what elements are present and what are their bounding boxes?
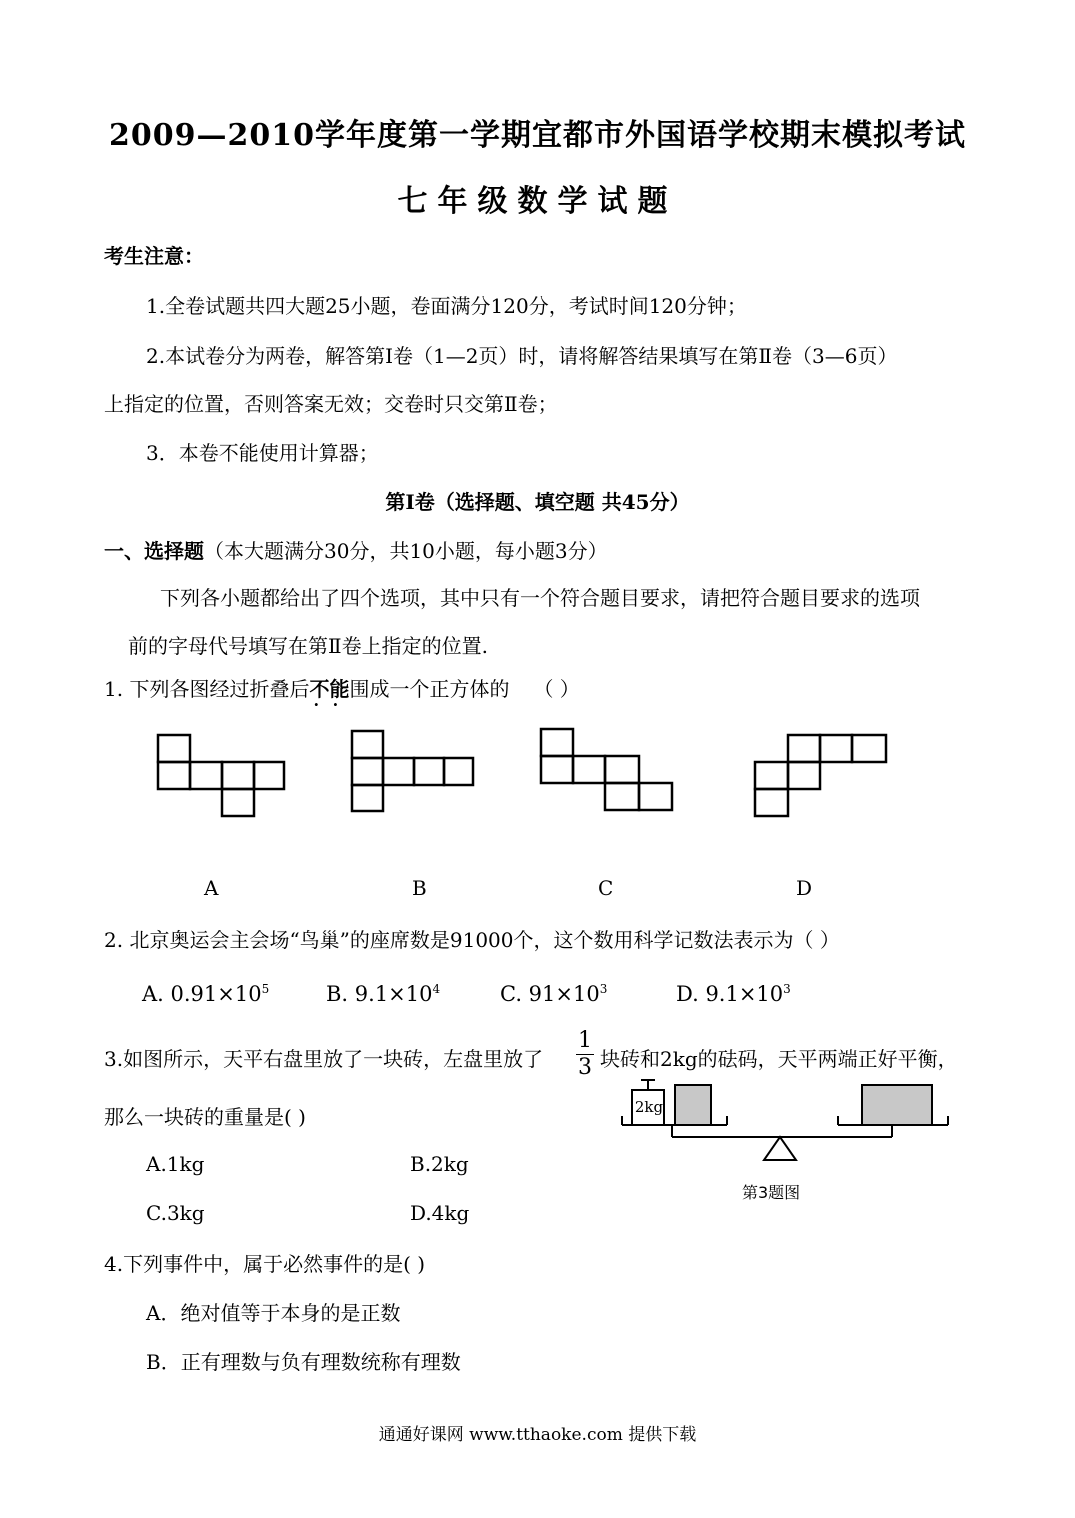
section1-intro-1: 下列各小题都给出了四个选项，其中只有一个符合题目要求，请把符合题目要求的选项 bbox=[160, 586, 920, 610]
volume-title: 第Ⅰ卷（选择题、填空题 共45分） bbox=[385, 490, 690, 514]
section1-intro-2: 前的字母代号填写在第Ⅱ卷上指定的位置. bbox=[128, 634, 488, 658]
cube-net-d bbox=[755, 735, 886, 816]
notice-item-2-cont: 上指定的位置，否则答案无效；交卷时只交第Ⅱ卷； bbox=[104, 392, 558, 416]
q2-option-a: A. $0.91\times 10^5$ bbox=[142, 982, 270, 1006]
notice-item-3: 3．本卷不能使用计算器； bbox=[146, 441, 379, 465]
q1-prefix: 1. 下列各图经过折叠后 bbox=[104, 677, 310, 701]
q1-stem bbox=[104, 673, 580, 702]
q3-option-b: B.2kg bbox=[410, 1152, 469, 1176]
q3-option-d: D.4kg bbox=[410, 1201, 470, 1225]
q3-stem-part2: 块砖和2kg的砝码，天平两端正好平衡， bbox=[600, 1047, 958, 1071]
section1-heading-note: （本大题满分30分，共10小题，每小题3分） bbox=[204, 539, 608, 563]
q2-stem: 2. 北京奥运会主会场“鸟巢”的座席数是91000个，这个数用科学记数法表示为（ ） bbox=[104, 928, 840, 952]
notice-label: 考生注意： bbox=[104, 244, 204, 268]
cube-net-b bbox=[352, 731, 473, 811]
page-title: 2009—2010学年度第一学期宜都市外国语学校期末模拟考试 bbox=[109, 118, 966, 153]
notice-item-2: 2.本试卷分为两卷，解答第Ⅰ卷（1—2页）时，请将解答结果填写在第Ⅱ卷（3—6页） bbox=[146, 344, 898, 368]
q3-stem-line2: 那么一块砖的重量是( ) bbox=[104, 1105, 306, 1129]
section1-heading: 一、选择题 bbox=[104, 539, 204, 563]
q3-fraction bbox=[574, 1028, 596, 1081]
balance-scale-figure bbox=[620, 1072, 960, 1162]
q4-option-b: B．正有理数与负有理数统称有理数 bbox=[146, 1350, 461, 1374]
q3-option-a: A.1kg bbox=[146, 1152, 205, 1176]
page-footer: 通通好课网 www.tthaoke.com 提供下载 bbox=[378, 1425, 697, 1445]
q3-stem-part1: 3.如图所示，天平右盘里放了一块砖，左盘里放了 bbox=[104, 1047, 544, 1071]
q3-figure-caption: 第3题图 bbox=[742, 1183, 801, 1202]
q2-option-d: D. $9.1\times 10^3$ bbox=[676, 982, 791, 1006]
q3-frac-num: 1 bbox=[578, 1028, 592, 1053]
q1-label-c: C bbox=[598, 876, 614, 900]
q1-figures bbox=[0, 720, 1075, 840]
section1-heading-line bbox=[104, 535, 608, 564]
q2-option-c: C. $91\times 10^3$ bbox=[500, 982, 608, 1006]
q3-frac-den: 3 bbox=[578, 1055, 592, 1080]
notice-item-1: 1.全卷试题共四大题25小题，卷面满分120分，考试时间120分钟； bbox=[146, 294, 747, 318]
page-subtitle: 七年级数学试题 bbox=[397, 184, 678, 219]
q1-label-a: A bbox=[204, 876, 219, 900]
q4-option-a: A．绝对值等于本身的是正数 bbox=[146, 1301, 401, 1325]
q3-weight-label: 2kg bbox=[634, 1098, 664, 1116]
cube-net-a bbox=[158, 735, 284, 816]
q1-emphasis: 不能 · · bbox=[309, 677, 349, 701]
q3-option-c: C.3kg bbox=[146, 1201, 205, 1225]
q1-answer-blank: （ ） bbox=[533, 677, 580, 701]
q1-suffix: 围成一个正方体的 bbox=[349, 677, 510, 701]
q4-stem: 4.下列事件中，属于必然事件的是( ) bbox=[104, 1252, 426, 1276]
cube-net-c bbox=[541, 729, 672, 810]
q1-label-b: B bbox=[412, 876, 427, 900]
q2-option-b: B. $9.1\times 10^4$ bbox=[326, 982, 441, 1006]
q1-label-d: D bbox=[796, 876, 813, 900]
